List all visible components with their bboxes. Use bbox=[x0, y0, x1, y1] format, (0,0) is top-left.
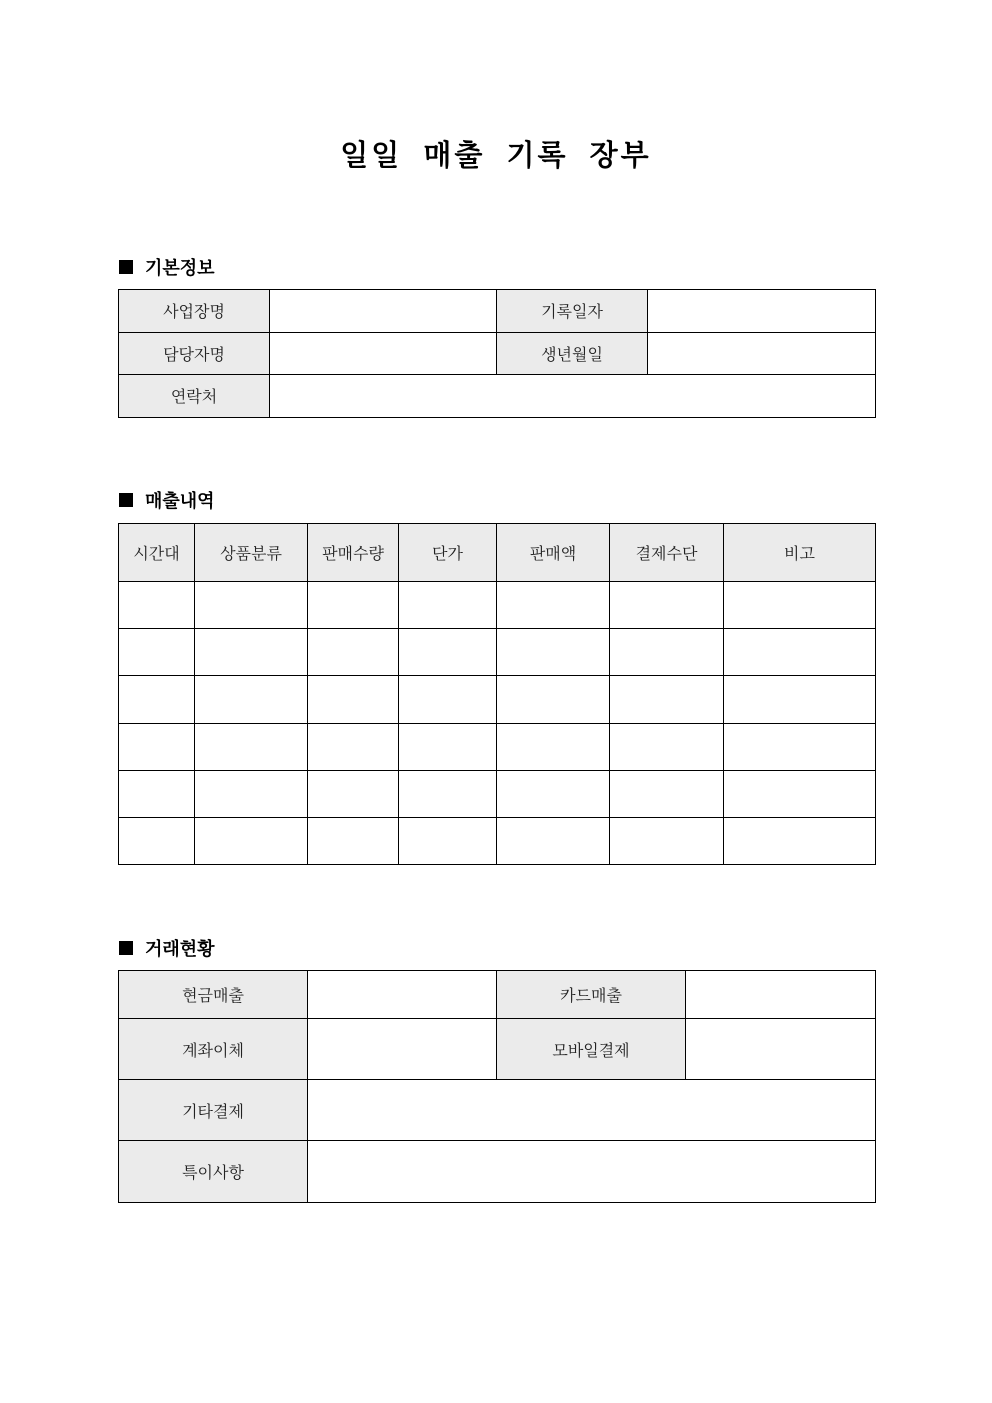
remarks-cell[interactable] bbox=[724, 629, 876, 676]
business-name-field[interactable] bbox=[270, 290, 497, 333]
product-category-cell[interactable] bbox=[195, 582, 308, 629]
unit-price-cell[interactable] bbox=[399, 676, 497, 723]
sales-amount-cell[interactable] bbox=[497, 817, 610, 864]
unit-price-cell[interactable] bbox=[399, 582, 497, 629]
product-category-cell[interactable] bbox=[195, 817, 308, 864]
table-header-row bbox=[119, 524, 876, 582]
unit-price-cell[interactable] bbox=[399, 817, 497, 864]
mobile-payment-field[interactable] bbox=[686, 1019, 876, 1080]
section-heading-sales-detail bbox=[119, 487, 215, 513]
sales-amount-cell[interactable] bbox=[497, 676, 610, 723]
cash-sales-field[interactable] bbox=[308, 971, 497, 1019]
record-date-field[interactable] bbox=[648, 290, 876, 333]
table-row bbox=[119, 1080, 876, 1141]
table-row bbox=[119, 770, 876, 817]
square-bullet-icon bbox=[119, 941, 133, 955]
time-slot-cell[interactable] bbox=[119, 770, 195, 817]
table-row bbox=[119, 1141, 876, 1203]
column-header-quantity: 판매수량 bbox=[308, 524, 399, 582]
quantity-cell[interactable] bbox=[308, 676, 399, 723]
remarks-label: 특이사항 bbox=[119, 1141, 308, 1203]
contact-label: 연락처 bbox=[119, 375, 270, 418]
table-row bbox=[119, 817, 876, 864]
product-category-cell[interactable] bbox=[195, 770, 308, 817]
sales-detail-table bbox=[118, 523, 876, 865]
remarks-cell[interactable] bbox=[724, 817, 876, 864]
card-sales-label: 카드매출 bbox=[497, 971, 686, 1019]
bank-transfer-field[interactable] bbox=[308, 1019, 497, 1080]
payment-method-cell[interactable] bbox=[610, 723, 724, 770]
manager-name-label: 담당자명 bbox=[119, 332, 270, 375]
table-row bbox=[119, 676, 876, 723]
card-sales-field[interactable] bbox=[686, 971, 876, 1019]
column-header-unit-price: 단가 bbox=[399, 524, 497, 582]
remarks-field[interactable] bbox=[308, 1141, 876, 1203]
section-heading-label: 기본정보 bbox=[145, 258, 215, 279]
time-slot-cell[interactable] bbox=[119, 676, 195, 723]
contact-field[interactable] bbox=[270, 375, 876, 418]
transactions-table bbox=[118, 970, 876, 1203]
remarks-cell[interactable] bbox=[724, 676, 876, 723]
remarks-cell[interactable] bbox=[724, 723, 876, 770]
birth-date-field[interactable] bbox=[648, 332, 876, 375]
sales-amount-cell[interactable] bbox=[497, 723, 610, 770]
product-category-cell[interactable] bbox=[195, 723, 308, 770]
column-header-product-category: 상품분류 bbox=[195, 524, 308, 582]
payment-method-cell[interactable] bbox=[610, 676, 724, 723]
bank-transfer-label: 계좌이체 bbox=[119, 1019, 308, 1080]
time-slot-cell[interactable] bbox=[119, 582, 195, 629]
payment-method-cell[interactable] bbox=[610, 629, 724, 676]
record-date-label: 기록일자 bbox=[497, 290, 648, 333]
table-row bbox=[119, 723, 876, 770]
quantity-cell[interactable] bbox=[308, 817, 399, 864]
quantity-cell[interactable] bbox=[308, 770, 399, 817]
birth-date-label: 생년월일 bbox=[497, 332, 648, 375]
column-header-payment-method: 결제수단 bbox=[610, 524, 724, 582]
unit-price-cell[interactable] bbox=[399, 770, 497, 817]
quantity-cell[interactable] bbox=[308, 723, 399, 770]
section-heading-label: 거래현황 bbox=[145, 939, 215, 960]
time-slot-cell[interactable] bbox=[119, 629, 195, 676]
other-payment-field[interactable] bbox=[308, 1080, 876, 1141]
sales-amount-cell[interactable] bbox=[497, 582, 610, 629]
remarks-cell[interactable] bbox=[724, 770, 876, 817]
product-category-cell[interactable] bbox=[195, 676, 308, 723]
square-bullet-icon bbox=[119, 493, 133, 507]
time-slot-cell[interactable] bbox=[119, 817, 195, 864]
sales-amount-cell[interactable] bbox=[497, 629, 610, 676]
column-header-time-slot: 시간대 bbox=[119, 524, 195, 582]
payment-method-cell[interactable] bbox=[610, 582, 724, 629]
basic-info-table bbox=[118, 289, 876, 418]
payment-method-cell[interactable] bbox=[610, 770, 724, 817]
table-row bbox=[119, 629, 876, 676]
manager-name-field[interactable] bbox=[270, 332, 497, 375]
section-heading-basic-info bbox=[119, 254, 215, 280]
payment-method-cell[interactable] bbox=[610, 817, 724, 864]
remarks-cell[interactable] bbox=[724, 582, 876, 629]
table-row bbox=[119, 290, 876, 333]
cash-sales-label: 현금매출 bbox=[119, 971, 308, 1019]
quantity-cell[interactable] bbox=[308, 629, 399, 676]
document-title: 일일 매출 기록 장부 bbox=[340, 138, 652, 172]
table-row bbox=[119, 332, 876, 375]
table-row bbox=[119, 1019, 876, 1080]
time-slot-cell[interactable] bbox=[119, 723, 195, 770]
business-name-label: 사업장명 bbox=[119, 290, 270, 333]
other-payment-label: 기타결제 bbox=[119, 1080, 308, 1141]
table-row bbox=[119, 375, 876, 418]
sales-amount-cell[interactable] bbox=[497, 770, 610, 817]
square-bullet-icon bbox=[119, 260, 133, 274]
quantity-cell[interactable] bbox=[308, 582, 399, 629]
column-header-remarks: 비고 bbox=[724, 524, 876, 582]
table-row bbox=[119, 971, 876, 1019]
product-category-cell[interactable] bbox=[195, 629, 308, 676]
mobile-payment-label: 모바일결제 bbox=[497, 1019, 686, 1080]
column-header-sales-amount: 판매액 bbox=[497, 524, 610, 582]
section-heading-transactions bbox=[119, 935, 215, 961]
unit-price-cell[interactable] bbox=[399, 629, 497, 676]
unit-price-cell[interactable] bbox=[399, 723, 497, 770]
section-heading-label: 매출내역 bbox=[145, 491, 215, 512]
table-row bbox=[119, 582, 876, 629]
